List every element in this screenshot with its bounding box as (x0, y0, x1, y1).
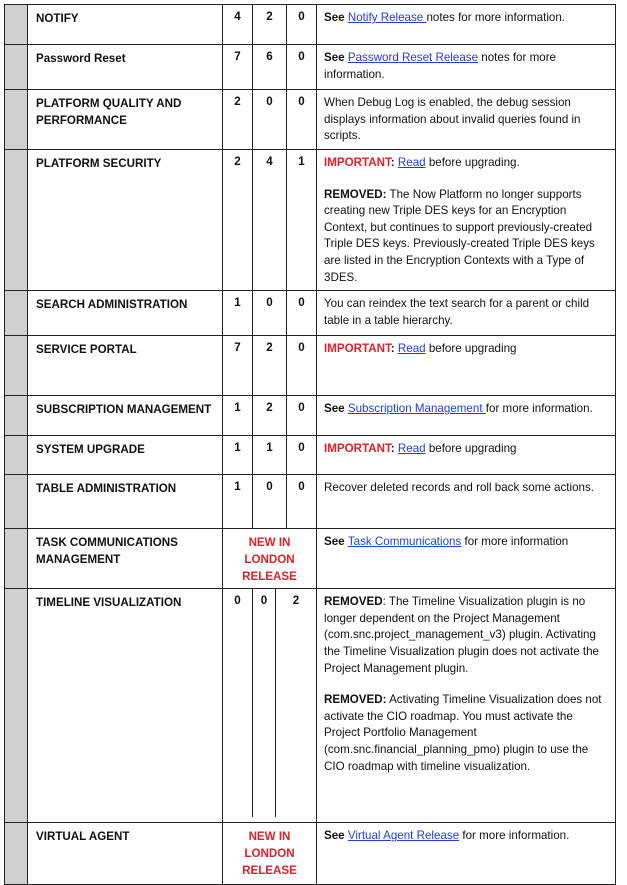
count-new: 1 (223, 291, 253, 336)
table-row (5, 823, 616, 885)
desc-suffix: notes for more information. (324, 51, 557, 81)
read-link[interactable]: Read (397, 156, 426, 169)
count-removed: 0 (287, 45, 317, 90)
new-in-london-badge: NEW IN LONDON RELEASE (223, 529, 317, 589)
counts-group (223, 589, 317, 823)
count-new: 1 (223, 475, 253, 529)
row-gutter (5, 336, 28, 396)
removed-note-2: REMOVED: Activating Timeline Visualization does not activate the CIO roadmap. You must activate the Project Portfolio Management (com.snc.financial_planning_pmo) plugin to use the CIO roadmap with timeline visualization. (324, 693, 602, 773)
count-new: 7 (223, 45, 253, 90)
feature-description: IMPORTANT: Read before upgrading (317, 436, 616, 475)
feature-description (317, 5, 616, 45)
feature-name: SUBSCRIPTION MANAGEMENT (28, 396, 223, 436)
important-note: IMPORTANT: Read before upgrading. (324, 156, 520, 169)
count-removed: 1 (287, 150, 317, 291)
subscription-management-link[interactable]: Subscription Management (347, 402, 486, 416)
count-removed: 0 (287, 291, 317, 336)
table-row (5, 5, 616, 45)
row-gutter (5, 90, 28, 150)
count-changed: 0 (253, 475, 287, 529)
count-removed: 0 (287, 436, 317, 475)
removed-label: REMOVED: (324, 693, 387, 707)
feature-description: Recover deleted records and roll back some actions. (317, 475, 616, 529)
count-changed: 4 (253, 150, 287, 291)
virtual-agent-release-link[interactable]: Virtual Agent Release (347, 829, 460, 843)
feature-description (317, 150, 616, 291)
feature-description (317, 45, 616, 90)
see-label: See (324, 829, 348, 843)
password-reset-release-link[interactable]: Password Reset Release (347, 51, 479, 64)
see-label: See (324, 535, 348, 549)
see-label: See (324, 51, 348, 64)
row-gutter (5, 291, 28, 336)
row-gutter (5, 396, 28, 436)
row-gutter (5, 5, 28, 45)
feature-name: NOTIFY (28, 5, 223, 45)
feature-name: TASK COMMUNICATIONS MANAGEMENT (28, 529, 223, 589)
removed-note-1: REMOVED: The Timeline Visualization plugin is no longer dependent on the Project Management (com.snc.project_management_v3) plugin. Activating the Timeline Visualization plugin does not activate the Project Management plugin. (324, 595, 599, 675)
count-new: 2 (223, 150, 253, 291)
table-row (5, 291, 616, 336)
read-link[interactable]: Read (397, 342, 426, 356)
count-removed: 0 (287, 336, 317, 396)
table-row (5, 90, 616, 150)
count-new: 7 (223, 336, 253, 396)
removed-note: REMOVED: The Now Platform no longer supports creating new Triple DES keys for an Encryption Context, but continues to support previously-created Triple DES keys. Previously-created Triple DES keys are listed in the Encryption Contexts with a Type of 3DES. (324, 187, 595, 284)
feature-description: See Task Communications for more information (317, 529, 616, 589)
row-gutter (5, 436, 28, 475)
row-gutter (5, 589, 28, 823)
release-notes-table (4, 4, 616, 885)
count-removed: 0 (287, 90, 317, 150)
count-new: 2 (223, 90, 253, 150)
table-row (5, 436, 616, 475)
feature-description: See Virtual Agent Release for more information. (317, 823, 616, 885)
feature-name: Password Reset (28, 45, 223, 90)
feature-name: TIMELINE VISUALIZATION (28, 589, 223, 823)
feature-name: TABLE ADMINISTRATION (28, 475, 223, 529)
notify-release-link[interactable]: Notify Release (347, 11, 427, 24)
feature-description: IMPORTANT: Read before upgrading (317, 336, 616, 396)
desc-suffix: notes for more information. (426, 11, 566, 24)
important-label: IMPORTANT (324, 342, 391, 356)
feature-name: PLATFORM QUALITY AND PERFORMANCE (28, 90, 223, 150)
important-label: IMPORTANT (324, 442, 391, 456)
count-changed: 2 (253, 396, 287, 436)
row-gutter (5, 529, 28, 589)
task-communications-link[interactable]: Task Communications (347, 535, 462, 549)
feature-name: PLATFORM SECURITY (28, 150, 223, 291)
feature-name: SEARCH ADMINISTRATION (28, 291, 223, 336)
row-gutter (5, 823, 28, 885)
count-removed: 0 (287, 396, 317, 436)
see-label: See (324, 402, 348, 416)
table-row (5, 150, 616, 291)
feature-name: VIRTUAL AGENT (28, 823, 223, 885)
count-changed: 1 (253, 436, 287, 475)
count-removed: 2 (292, 594, 300, 608)
count-changed: 0 (253, 291, 287, 336)
read-link[interactable]: Read (397, 442, 426, 456)
feature-description: See Subscription Management for more information. (317, 396, 616, 436)
count-changed: 0 (253, 589, 276, 817)
count-new: 0 (223, 589, 253, 817)
see-label: See (324, 11, 348, 24)
count-new: 1 (223, 396, 253, 436)
removed-label: REMOVED (324, 595, 383, 609)
count-changed: 6 (253, 45, 287, 90)
feature-description: You can reindex the text search for a parent or child table in a table hierarchy. (317, 291, 616, 336)
row-gutter (5, 45, 28, 90)
count-new: 4 (223, 5, 253, 45)
feature-name: SYSTEM UPGRADE (28, 436, 223, 475)
table-row (5, 475, 616, 529)
feature-description (317, 589, 616, 823)
count-removed: 0 (287, 475, 317, 529)
table-row (5, 396, 616, 436)
feature-description: When Debug Log is enabled, the debug session displays information about invalid queries found in scripts. (317, 90, 616, 150)
count-changed: 0 (253, 90, 287, 150)
new-in-london-badge: NEW IN LONDON RELEASE (223, 823, 317, 885)
important-label: IMPORTANT (324, 156, 391, 169)
row-gutter (5, 475, 28, 529)
count-changed: 2 (253, 336, 287, 396)
row-gutter (5, 150, 28, 291)
feature-name: SERVICE PORTAL (28, 336, 223, 396)
table-row (5, 589, 616, 823)
table-row (5, 529, 616, 589)
count-removed: 0 (287, 5, 317, 45)
count-changed: 2 (253, 5, 287, 45)
count-new: 1 (223, 436, 253, 475)
table-row (5, 45, 616, 90)
removed-label: REMOVED: (324, 187, 387, 201)
table-row (5, 336, 616, 396)
